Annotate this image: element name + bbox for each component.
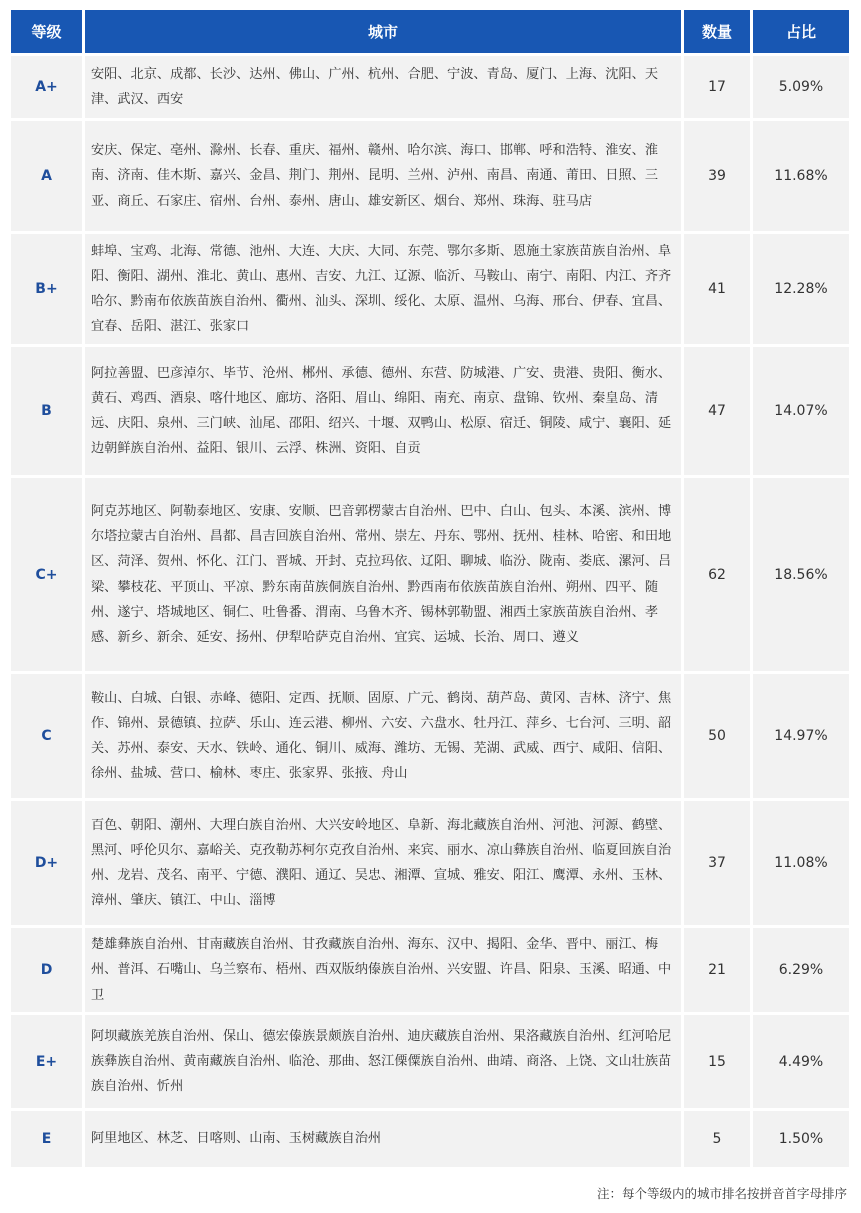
table-row: [11, 56, 849, 118]
cities-cell: 百色、朝阳、潮州、大理白族自治州、大兴安岭地区、阜新、海北藏族自治州、河池、河源、鹤壁、黑河、呼伦贝尔、嘉峪关、克孜勒苏柯尔克孜自治州、来宾、丽水、凉山彝族自治州、临夏回族自治州、龙岩、茂名、南平、宁德、濮阳、通辽、吴忠、湘潭、宣城、雅安、阳江、鹰潭、永州、玉林、漳州、肇庆、镇江、中山、淄博: [85, 801, 681, 925]
cities-cell: 阿坝藏族羌族自治州、保山、德宏傣族景颇族自治州、迪庆藏族自治州、果洛藏族自治州、红河哈尼族彝族自治州、黄南藏族自治州、临沧、那曲、怒江傈僳族自治州、曲靖、商洛、上饶、文山壮族苗族自治州、忻州: [85, 1015, 681, 1108]
ratio-cell: 4.49%: [753, 1015, 849, 1108]
ratio-cell: 11.08%: [753, 801, 849, 925]
header-cities: 城市: [85, 10, 681, 53]
table-row: [11, 801, 849, 925]
count-cell: 47: [684, 347, 750, 475]
ratio-cell: 14.97%: [753, 674, 849, 798]
ratio-cell: 6.29%: [753, 928, 849, 1012]
header-ratio: 占比: [753, 10, 849, 53]
table-row: [11, 121, 849, 231]
grade-cell: C+: [11, 478, 82, 671]
table-row: [11, 1111, 849, 1167]
table-row: [11, 928, 849, 1012]
cities-cell: 安庆、保定、亳州、滁州、长春、重庆、福州、赣州、哈尔滨、海口、邯郸、呼和浩特、淮安、淮南、济南、佳木斯、嘉兴、金昌、荆门、荆州、昆明、兰州、泸州、南昌、南通、莆田、日照、三亚、商丘、石家庄、宿州、台州、泰州、唐山、雄安新区、烟台、郑州、珠海、驻马店: [85, 121, 681, 231]
grade-cell: D: [11, 928, 82, 1012]
grade-cell: D+: [11, 801, 82, 925]
count-cell: 15: [684, 1015, 750, 1108]
count-cell: 50: [684, 674, 750, 798]
table-row: [11, 1015, 849, 1108]
count-cell: 21: [684, 928, 750, 1012]
cities-cell: 蚌埠、宝鸡、北海、常德、池州、大连、大庆、大同、东莞、鄂尔多斯、恩施土家族苗族自治州、阜阳、衡阳、湖州、淮北、黄山、惠州、吉安、九江、辽源、临沂、马鞍山、南宁、南阳、内江、齐齐哈尔、黔南布依族苗族自治州、衢州、汕头、深圳、绥化、太原、温州、乌海、邢台、伊春、宜昌、宜春、岳阳、湛江、张家口: [85, 234, 681, 344]
grade-cell: A+: [11, 56, 82, 118]
table-row: [11, 234, 849, 344]
cities-cell: 楚雄彝族自治州、甘南藏族自治州、甘孜藏族自治州、海东、汉中、揭阳、金华、晋中、丽江、梅州、普洱、石嘴山、乌兰察布、梧州、西双版纳傣族自治州、兴安盟、许昌、阳泉、玉溪、昭通、中卫: [85, 928, 681, 1012]
count-cell: 17: [684, 56, 750, 118]
table-row: [11, 478, 849, 671]
count-cell: 41: [684, 234, 750, 344]
cities-cell: 阿里地区、林芝、日喀则、山南、玉树藏族自治州: [85, 1111, 681, 1167]
cities-cell: 鞍山、白城、白银、赤峰、德阳、定西、抚顺、固原、广元、鹤岗、葫芦岛、黄冈、吉林、济宁、焦作、锦州、景德镇、拉萨、乐山、连云港、柳州、六安、六盘水、牡丹江、萍乡、七台河、三明、韶关、苏州、泰安、天水、铁岭、通化、铜川、威海、潍坊、无锡、芜湖、武威、西宁、咸阳、信阳、徐州、盐城、营口、榆林、枣庄、张家界、张掖、舟山: [85, 674, 681, 798]
grade-cell: B: [11, 347, 82, 475]
ratio-cell: 18.56%: [753, 478, 849, 671]
count-cell: 62: [684, 478, 750, 671]
table-header-row: [11, 10, 849, 53]
grade-cell: B+: [11, 234, 82, 344]
ratio-cell: 1.50%: [753, 1111, 849, 1167]
count-cell: 39: [684, 121, 750, 231]
cities-cell: 阿克苏地区、阿勒泰地区、安康、安顺、巴音郭楞蒙古自治州、巴中、白山、包头、本溪、滨州、博尔塔拉蒙古自治州、昌都、昌吉回族自治州、常州、崇左、丹东、鄂州、抚州、桂林、哈密、和田地区、菏泽、贺州、怀化、江门、晋城、开封、克拉玛依、辽阳、聊城、临汾、陇南、娄底、漯河、吕梁、攀枝花、平顶山、平凉、黔东南苗族侗族自治州、黔西南布依族苗族自治州、朔州、四平、随州、遂宁、塔城地区、铜仁、吐鲁番、渭南、乌鲁木齐、锡林郭勒盟、湘西土家族苗族自治州、孝感、新乡、新余、延安、扬州、伊犁哈萨克自治州、宜宾、运城、长治、周口、遵义: [85, 478, 681, 671]
ratio-cell: 11.68%: [753, 121, 849, 231]
header-count: 数量: [684, 10, 750, 53]
ratio-cell: 5.09%: [753, 56, 849, 118]
ratio-cell: 12.28%: [753, 234, 849, 344]
cities-cell: 阿拉善盟、巴彦淖尔、毕节、沧州、郴州、承德、德州、东营、防城港、广安、贵港、贵阳、衡水、黄石、鸡西、酒泉、喀什地区、廊坊、洛阳、眉山、绵阳、南充、南京、盘锦、钦州、秦皇岛、清远、庆阳、泉州、三门峡、汕尾、邵阳、绍兴、十堰、双鸭山、松原、宿迁、铜陵、咸宁、襄阳、延边朝鲜族自治州、益阳、银川、云浮、株洲、资阳、自贡: [85, 347, 681, 475]
grade-cell: A: [11, 121, 82, 231]
table-row: [11, 347, 849, 475]
grade-cell: E: [11, 1111, 82, 1167]
cities-cell: 安阳、北京、成都、长沙、达州、佛山、广州、杭州、合肥、宁波、青岛、厦门、上海、沈阳、天津、武汉、西安: [85, 56, 681, 118]
city-grade-table: [11, 10, 849, 1170]
ratio-cell: 14.07%: [753, 347, 849, 475]
grade-cell: C: [11, 674, 82, 798]
grade-cell: E+: [11, 1015, 82, 1108]
count-cell: 5: [684, 1111, 750, 1167]
footnote: 注：每个等级内的城市排名按拼音首字母排序: [596, 1186, 847, 1201]
table-row: [11, 674, 849, 798]
count-cell: 37: [684, 801, 750, 925]
header-grade: 等级: [11, 10, 82, 53]
